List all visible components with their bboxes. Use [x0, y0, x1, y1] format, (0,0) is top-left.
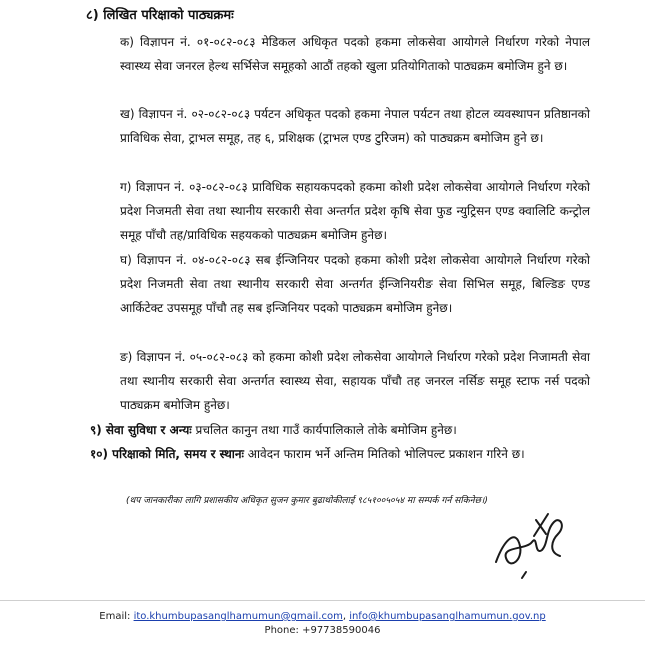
section-service-facility [90, 418, 590, 442]
item-text: विज्ञापन नं. ०४-०८२-०८३ सब ईन्जिनियर पदको हकमा कोशी प्रदेश लोकसेवा आयोगले निर्धारण गरेको प्रदेश निजमती सेवा तथा स्थानीय सरकारी सेवा अन्तर्गत ईन्जिनियरीङ सेवा सिभिल समूह, बिल्डिङ एण्ड आर्किटेक्ट उपसमूह पाँचौ तह सब इन्जिनियर पदको पाठ्यक्रम बमोजिम हुनेछ। [120, 253, 590, 315]
item-marker: घ) [120, 253, 132, 267]
list-item [120, 175, 590, 247]
item-text: विज्ञापन नं. ०५-०८२-०८३ को हकमा कोशी प्रदेश लोकसेवा आयोगले निर्धारण गरेको प्रदेश निजामती सेवा तथा स्थानीय सरकारी सेवा अन्तर्गत स्वास्थ्य सेवा, सहायक पाँचौ तह जनरल नर्सिङ समूह स्टाफ नर्स पदको पाठ्यक्रम बमोजिम हुनेछ। [120, 350, 590, 412]
contact-note: (थप जानकारीका लागि प्रशासकीय अधिकृत सुजन कुमार बुढाथोकीलाई ९८५१००५०५४ मा सम्पर्क गर्न सकिनेछ।) [126, 496, 488, 506]
list-item [120, 30, 590, 78]
section-label: ९) सेवा सुविधा र अन्यः [90, 423, 192, 437]
section-label: १०) परिक्षाको मिति, समय र स्थानः [90, 447, 244, 461]
email-link-ito[interactable]: ito.khumbupasanglhamumun@gmail.com [133, 611, 343, 622]
signature-image [486, 500, 576, 590]
footer-email-line [0, 610, 645, 624]
email-label: Email: [99, 611, 134, 622]
section-text: प्रचलित कानुन तथा गाउँ कार्यपालिकाले तोके बमोजिम हुनेछ। [191, 423, 457, 437]
item-marker: ङ) [120, 350, 133, 364]
email-separator: , [342, 611, 350, 622]
item-marker: ख) [120, 107, 135, 121]
item-marker: ग) [120, 180, 132, 194]
list-item [120, 345, 590, 417]
list-item [120, 102, 590, 150]
section-exam-date [90, 442, 590, 466]
item-text: विज्ञापन नं. ०१-०८२-०८३ मेडिकल अधिकृत पदको हकमा लोकसेवा आयोगले निर्धारण गरेको नेपाल स्वास्थ्य सेवा जनरल हेल्थ सर्भिसेज समूहको आठौं तहको खुला प्रतियोगिताको पाठ्यक्रम बमोजिम हुने छ। [120, 35, 590, 73]
section-text: आवेदन फाराम भर्ने अन्तिम मितिको भोलिपल्ट प्रकाशन गरिने छ। [243, 447, 525, 461]
footer-phone: Phone: +97738590046 [264, 625, 381, 636]
footer [0, 610, 645, 638]
list-item [120, 248, 590, 320]
section-heading-syllabus: ८) लिखित परिक्षाको पाठ्यक्रमः [86, 8, 234, 23]
email-link-info[interactable]: info@khumbupasanglhamumun.gov.np [349, 611, 546, 622]
item-text: विज्ञापन नं. ०२-०८२-०८३ पर्यटन अधिकृत पदको हकमा नेपाल पर्यटन तथा होटल व्यवस्थापन प्रतिष्ठानको प्राविधिक सेवा, ट्राभल समूह, तह ६, प्रशिक्षक (ट्राभल एण्ड टुरिजम) को पाठ्यक्रम बमोजिम हुने छ। [120, 107, 590, 145]
item-text: विज्ञापन नं. ०३-०८२-०८३ प्राविधिक सहायकपदको हकमा कोशी प्रदेश लोकसेवा आयोगले निर्धारण गरेको प्रदेश निजमती सेवा तथा स्थानीय सरकारी सेवा अन्तर्गत प्रदेश कृषि सेवा फुड न्युट्रिसन एण्ड क्वालिटि कन्ट्रोल समूह पाँचौ तह/प्राविधिक सहयकको पाठ्यक्रम बमोजिम हुनेछ। [120, 180, 590, 242]
item-marker: क) [120, 35, 134, 49]
footer-divider [0, 600, 645, 601]
